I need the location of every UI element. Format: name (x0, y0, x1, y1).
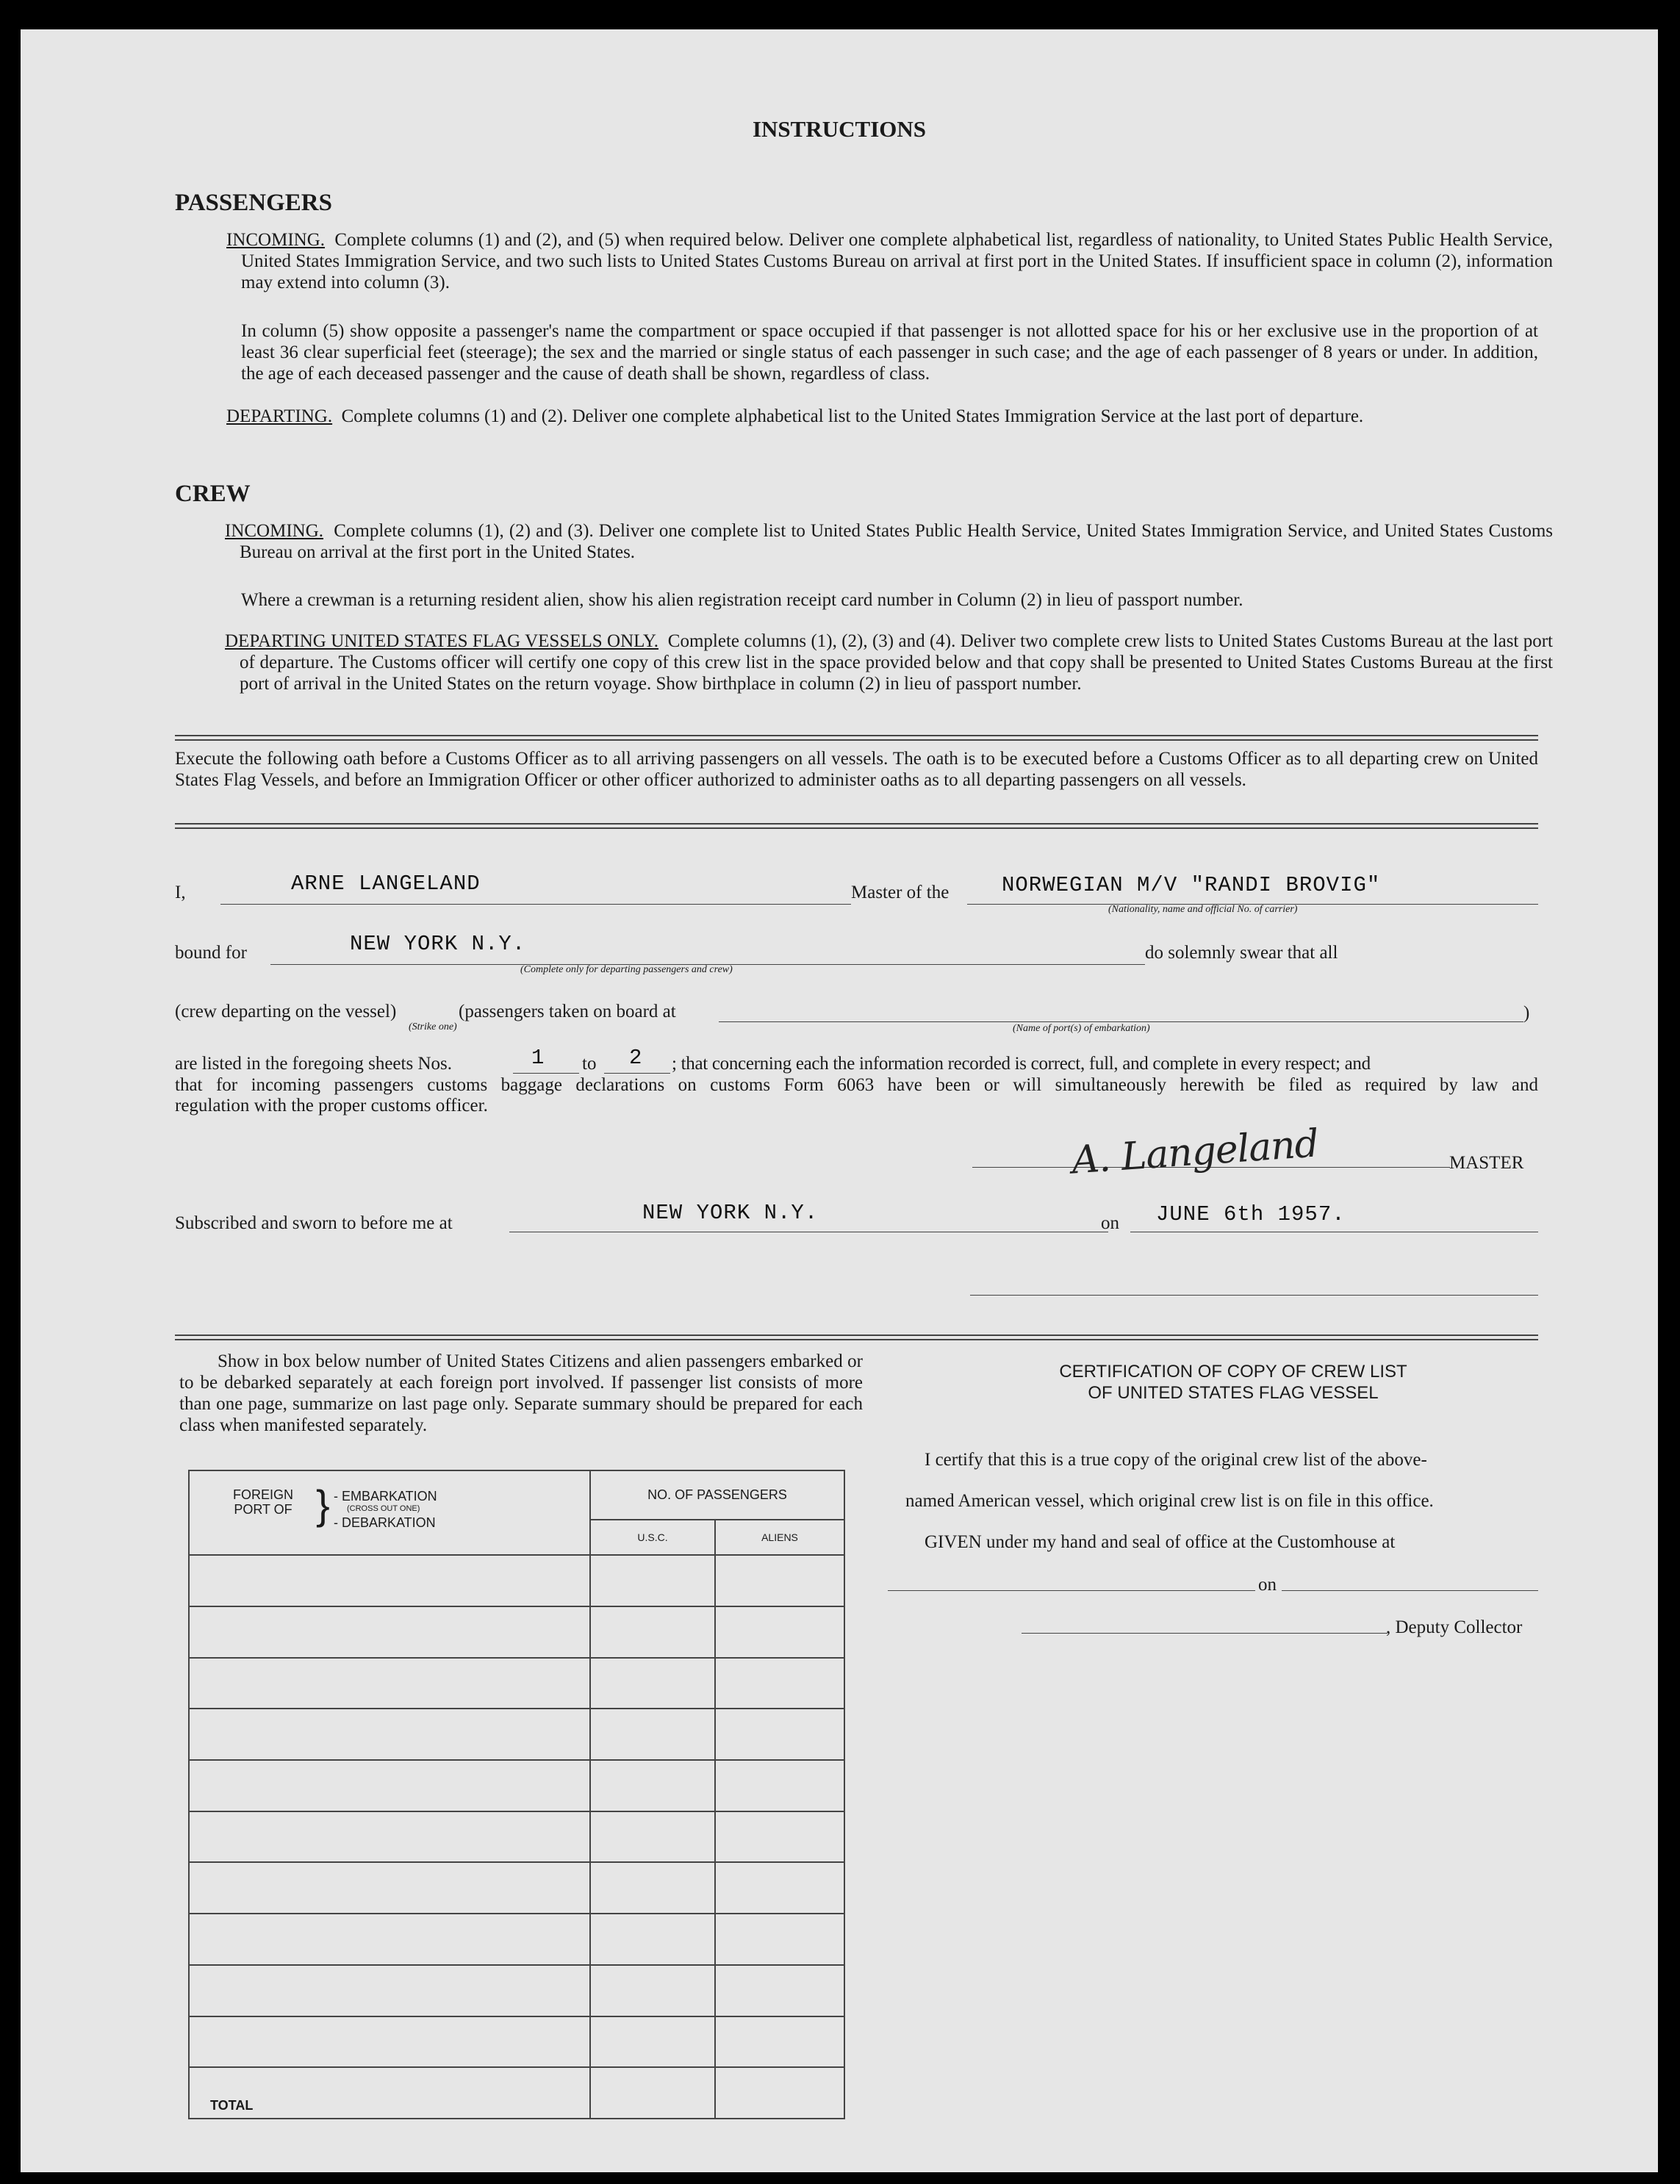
summary-instruction: Show in box below number of United States Citizens and alien passengers embarked or to be debarked separately at each foreign port involved. If passenger list consists of more than one page, summarize on last page only. Separate summary should be prepared for each class when manifested separately. (179, 1351, 863, 1435)
aliens-header: ALIENS (715, 1520, 844, 1555)
passengers-incoming-label: INCOMING. (226, 230, 326, 250)
foreign-port-label: FOREIGN PORT OF (232, 1487, 293, 1517)
document-page (21, 29, 1658, 2172)
table-row (189, 1811, 844, 1863)
table-row (189, 1914, 844, 1965)
master-of-label: Master of the (851, 883, 950, 902)
master-signature: A. Langeland (1070, 1121, 1320, 1183)
bound-for-value: NEW YORK N.Y. (350, 932, 526, 956)
total-row (189, 2067, 844, 2119)
passengers-departing-text: Complete columns (1) and (2). Deliver one complete alphabetical list to the United States Immigration Service at the last port of departure. (341, 406, 1364, 426)
certification-title (902, 1361, 1564, 1404)
crew-departing-label: DEPARTING UNITED STATES FLAG VESSELS ONLY. (225, 631, 659, 651)
table-row (189, 1555, 844, 1606)
crew-incoming-paragraph (225, 520, 1553, 563)
sheet-from-line (513, 1073, 579, 1074)
crew-resident-paragraph: Where a crewman is a returning resident alien, show his alien registration receipt card number in Column (2) in lieu of passport number. (241, 590, 1243, 610)
crew-incoming-label: INCOMING. (225, 521, 324, 541)
table-row (189, 1658, 844, 1709)
bound-for-caption: (Complete only for departing passengers and crew) (520, 964, 733, 975)
crew-departing-paragraph (225, 631, 1553, 694)
deputy-collector-label: , Deputy Collector (1386, 1617, 1523, 1637)
certify-text: I certify that this is a true copy of the original crew list of the above- (925, 1450, 1427, 1470)
passengers-taken-strike: (passengers taken on board at (459, 1002, 676, 1021)
table-row (189, 1709, 844, 1760)
cross-out-label: (CROSS OUT ONE) (347, 1504, 420, 1513)
table-header-row (189, 1470, 844, 1520)
passengers-departing-label: DEPARTING. (226, 406, 333, 426)
oath-i-label: I, (175, 883, 186, 902)
crew-departing-text: Complete columns (1), (2), (3) and (4). Deliver two complete crew lists to United States Customs Bureau at the last port of departure. The Customs officer will certify one copy of this crew list in the space provided below and that copy shall be presented to United States Customs Bureau at the first port of arrival in the United States on the return voyage. Show birthplace in column (2) in lieu of passport number. (240, 631, 1554, 694)
certification-title-line1: CERTIFICATION OF COPY OF CREW LIST (1059, 1362, 1407, 1382)
crew-heading: CREW (175, 481, 251, 507)
debarkation-label: - DEBARKATION (334, 1515, 436, 1530)
vessel-caption: (Nationality, name and official No. of carrier) (1108, 904, 1298, 915)
certification-title-line2: OF UNITED STATES FLAG VESSEL (1088, 1383, 1379, 1403)
baggage-text: that for incoming passengers customs baggage declarations on customs Form 6063 have been or will simultaneously herewith be filed as required by law and (175, 1075, 1538, 1095)
strike-caption: (Strike one) (409, 1021, 457, 1032)
passengers-column5-paragraph: In column (5) show opposite a passenger's name the compartment or space occupied if that passenger is not allotted space for his or her exclusive use in the proportion of at least 36 clear superficial feet (steerage); the sex and the married or single status of each passenger in such case; and the age of each passenger of 8 years or under. In addition, the age of each deceased passenger and the cause of death shall be shown, regardless of class. (241, 321, 1538, 384)
crew-departing-strike: (crew departing on the vessel) (175, 1002, 397, 1021)
divider (175, 1339, 1538, 1340)
master-name-line (220, 904, 851, 905)
listed-label: are listed in the foregoing sheets Nos. (175, 1054, 452, 1074)
master-name-value: ARNE LANGELAND (291, 872, 481, 896)
vessel-value: NORWEGIAN M/V "RANDI BROVIG" (1002, 873, 1381, 897)
named-text: named American vessel, which original crew list is on file in this office. (905, 1491, 1434, 1511)
ports-line (719, 1021, 1523, 1022)
passenger-summary-table (188, 1470, 845, 2119)
divider (175, 823, 1538, 825)
passengers-heading: PASSENGERS (175, 190, 332, 216)
foreign-port-header (189, 1470, 590, 1555)
passengers-incoming-paragraph (226, 229, 1553, 293)
usc-header: U.S.C. (590, 1520, 715, 1555)
swear-label: do solemnly swear that all (1145, 943, 1338, 963)
subscribed-label: Subscribed and sworn to before me at (175, 1213, 453, 1233)
divider (175, 739, 1538, 741)
divider (175, 1335, 1538, 1336)
no-passengers-header: NO. OF PASSENGERS (590, 1470, 844, 1520)
concerning-text: ; that concerning each the information recorded is correct, full, and complete in every respect; and (672, 1054, 1371, 1074)
bound-for-label: bound for (175, 943, 247, 963)
brace: } (316, 1481, 330, 1528)
regulation-text: regulation with the proper customs officer. (175, 1096, 488, 1116)
embarkation-label: - EMBARKATION (334, 1489, 437, 1504)
sheet-to-value: 2 (629, 1046, 643, 1070)
sworn-date-value: JUNE 6th 1957. (1156, 1202, 1346, 1226)
divider (175, 735, 1538, 736)
table-row (189, 1965, 844, 2016)
master-label: MASTER (1449, 1153, 1524, 1173)
table-row (189, 1862, 844, 1914)
on-label: on (1101, 1213, 1119, 1233)
crew-incoming-text: Complete columns (1), (2) and (3). Deliver one complete list to United States Public Health Service, United States Immigration Service, and United States Customs Bureau on arrival at the first port in the United States. (240, 521, 1554, 562)
ports-caption: (Name of port(s) of embarkation) (1013, 1023, 1150, 1034)
given-text: GIVEN under my hand and seal of office at the Customhouse at (925, 1532, 1396, 1552)
close-paren: ) (1523, 1003, 1530, 1023)
to-label: to (582, 1054, 597, 1074)
customhouse-line (888, 1590, 1255, 1591)
divider (175, 827, 1538, 829)
blank-line (970, 1295, 1538, 1296)
certification-on-label: on (1258, 1575, 1277, 1595)
certification-date-line (1282, 1590, 1538, 1591)
total-label: TOTAL (189, 2067, 590, 2119)
table-row (189, 1606, 844, 1658)
sheet-from-value: 1 (531, 1046, 545, 1070)
sworn-place-value: NEW YORK N.Y. (642, 1201, 819, 1225)
oath-instruction-paragraph: Execute the following oath before a Customs Officer as to all arriving passengers on all vessels. The oath is to be executed before a Customs Officer as to all departing crew on United States Flag Vessels, and before an Immigration Officer or other officer authorized to administer oaths as to all departing passengers on all vessels. (175, 749, 1538, 790)
page-title: INSTRUCTIONS (752, 116, 926, 142)
passengers-departing-paragraph (226, 406, 1553, 427)
sheet-to-line (604, 1073, 670, 1074)
deputy-line (1022, 1633, 1388, 1634)
table-row (189, 2016, 844, 2068)
table-row (189, 1760, 844, 1811)
passengers-incoming-text: Complete columns (1) and (2), and (5) when required below. Deliver one complete alphabetical list, regardless of nationality, to United States Public Health Service, United States Immigration Service, and two such lists to United States Customs Bureau on arrival at first port in the United States. If insufficient space in column (2), information may extend into column (3). (241, 230, 1554, 292)
